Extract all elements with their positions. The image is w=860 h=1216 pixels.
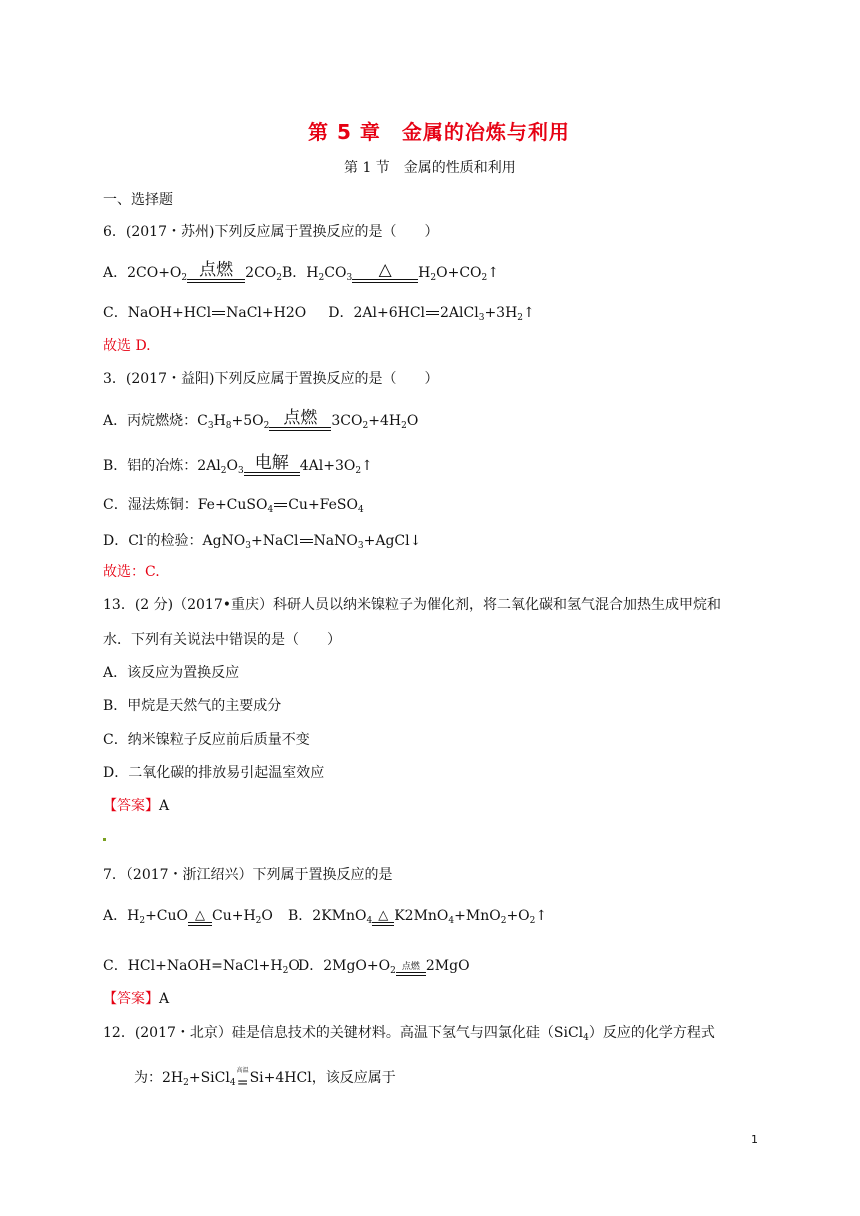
question-6-options-ab: A．$2CO+O_2$ 点燃 $2CO_2B$．$H_2CO_3$ △ $H_2O+CO_2↑$ [103, 262, 499, 287]
section-title: 第 1 节 金属的性质和利用 [344, 160, 516, 176]
question-3-answer: 故选：C. [103, 564, 160, 580]
question-7-option-d: D．$2MgO+O_2$ 点燃 2MgO [298, 957, 470, 980]
question-7-stem: 7．（2017・浙江绍兴）下列属于置换反应的是 [103, 867, 393, 883]
reaction-condition: 点燃 [396, 963, 426, 980]
question-13-option-d: D．二氧化碳的排放易引起温室效应 [103, 765, 325, 781]
question-3-option-d: D．Cl-的检验：AgNO$_3$+NaCl NaNO$_3$+AgCl↓ [103, 533, 422, 551]
question-13-answer: 【答案】A [103, 798, 170, 814]
question-13-option-b: B．甲烷是天然气的主要成分 [103, 698, 282, 714]
question-12-stem-line1: 12．(2017・北京）硅是信息技术的关键材料。高温下氢气与四氯化硅（SiCl$_4$）反应的化学方程式 [103, 1025, 715, 1043]
question-7-option-b: B．2KMnO$_4$ △ $K2MnO_4+MnO_2+O_2↑$ [288, 907, 547, 930]
question-3-option-c: C．湿法炼铜：Fe+CuSO$_4$ Cu+FeSO$_4$ [103, 497, 364, 515]
reaction-condition: 高温 = [236, 1067, 249, 1091]
reaction-condition: 电解 [244, 455, 300, 480]
question-3-option-b: B．铝的冶炼：$2Al_2O_3$ 电解 $4Al+3O_2↑$ [103, 455, 373, 480]
question-6-answer: 故选 D. [103, 338, 151, 354]
question-13-option-c: C．纳米镍粒子反应前后质量不变 [103, 732, 310, 748]
question-12-stem-line2: 为：$2H_2+SiCl_4$ 高温 =Si+4HCl，该反应属于 [134, 1067, 396, 1091]
question-7-option-a: A．$H_2+CuO$ △ $Cu+H_2O$ [103, 907, 273, 930]
question-3-stem: 3．(2017・益阳)下列反应属于置换反应的是（ ） [103, 371, 439, 387]
reaction-condition: △ [352, 262, 418, 287]
reaction-condition: 点燃 [187, 262, 245, 287]
chapter-title: 第 5 章 金属的冶炼与利用 [308, 120, 570, 144]
question-13-stem-line2: 水．下列有关说法中错误的是（ ） [103, 632, 341, 648]
question-13-stem-line1: 13．(2 分)（2017•重庆）科研人员以纳米镍粒子为催化剂，将二氧化碳和氢气混合加热生成甲烷和 [103, 597, 721, 613]
reaction-condition: △ [188, 909, 212, 930]
question-13-option-a: A．该反应为置换反应 [103, 665, 240, 681]
question-7-answer: 【答案】A [103, 991, 170, 1007]
reaction-condition: △ [372, 909, 394, 930]
question-3-option-a: A．丙烷燃烧：$C_3H_8+5O_2$ 点燃 $3CO_2+4H_2O$ [103, 410, 418, 435]
section-heading: 一、选择题 [103, 192, 173, 208]
stray-mark [103, 838, 106, 841]
page-number: 1 [751, 1133, 758, 1146]
question-7-option-c: C．$HCl+NaOH=NaCl+H_2O$ [103, 958, 300, 976]
reaction-condition: 点燃 [269, 410, 331, 435]
question-6-stem: 6．(2017・苏州)下列反应属于置换反应的是（ ） [103, 224, 439, 240]
question-6-options-cd: C．NaOH+HCl NaCl+H2O D．2Al+6HCl $2AlCl_3+3H_2↑$ [103, 305, 535, 323]
